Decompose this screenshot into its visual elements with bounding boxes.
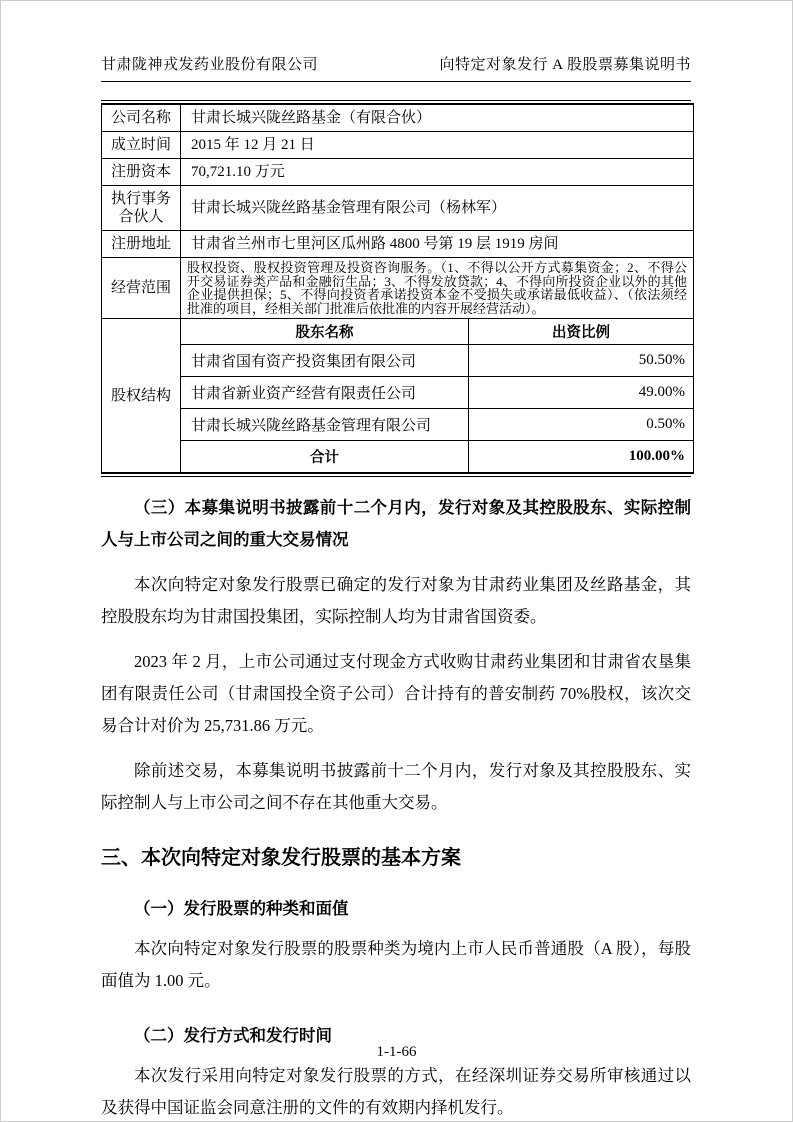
shareholder-name: 甘肃省国有资产投资集团有限公司 (181, 345, 469, 377)
row-label: 成立时间 (102, 132, 181, 159)
company-info-table (101, 103, 694, 474)
section-heading-1: （一）发行股票的种类和面值 (134, 900, 349, 918)
equity-total-ratio: 100.00% (469, 441, 694, 474)
header-company-name: 甘肃陇神戎发药业股份有限公司 (101, 57, 319, 73)
section-heading-3: （三）本募集说明书披露前十二个月内，发行对象及其控股股东、实际控制人与上市公司之间的重大交易情况 (101, 499, 691, 549)
table-row (102, 159, 694, 186)
section-heading-2: （二）发行方式和发行时间 (134, 1027, 332, 1045)
paragraph: 本次向特定对象发行股票的股票种类为境内上市人民币普通股（A 股），每股面值为 1.00 元。 (101, 939, 691, 990)
running-header (101, 53, 691, 82)
shareholder-ratio: 0.50% (469, 409, 694, 441)
row-value: 甘肃长城兴陇丝路基金管理有限公司（杨林军） (181, 186, 694, 231)
paragraph: 除前述交易，本募集说明书披露前十二个月内，发行对象及其控股股东、实际控制人与上市公司之间不存在其他重大交易。 (101, 761, 691, 812)
equity-col-header-ratio: 出资比例 (469, 319, 694, 345)
table-row (102, 258, 694, 319)
equity-total-row (102, 441, 694, 474)
row-value: 甘肃省兰州市七里河区瓜州路 4800 号第 19 层 1919 房间 (181, 231, 694, 258)
equity-row (102, 345, 694, 377)
shareholder-ratio: 50.50% (469, 345, 694, 377)
row-value: 股权投资、股权投资管理及投资咨询服务。（1、不得以公开方式募集资金；2、不得公开交易证券类产品和金融衍生品；3、不得发放贷款；4、不得向所投资企业以外的其他企业提供担保；5、不得向投资者承诺投资本金不受损失或承诺最低收益）、（依法须经批准的项目，经相关部门批准后依批准的内容开展经营活动）。 (181, 258, 694, 319)
row-value: 70,721.10 万元 (181, 159, 694, 186)
equity-section-label: 股权结构 (102, 319, 181, 474)
paragraph: 2023 年 2 月，上市公司通过支付现金方式收购甘肃药业集团和甘肃省农垦集团有限责任公司（甘肃国投全资子公司）合计持有的普安制药 70%股权，该次交易合计对价为 25,731.86 万元。 (101, 652, 691, 735)
paragraph: 本次向特定对象发行股票已确定的发行对象为甘肃药业集团及丝路基金，其控股股东均为甘肃国投集团，实际控制人均为甘肃省国资委。 (101, 575, 691, 626)
equity-row (102, 409, 694, 441)
page-number: 1-1-66 (376, 1044, 417, 1060)
row-label: 经营范围 (102, 258, 181, 319)
row-label: 注册地址 (102, 231, 181, 258)
company-info-table-wrapper (101, 100, 691, 477)
row-label: 公司名称 (102, 104, 181, 132)
row-label: 执行事务合伙人 (102, 186, 181, 231)
shareholder-ratio: 49.00% (469, 377, 694, 409)
equity-col-header-name: 股东名称 (181, 319, 469, 345)
row-value: 2015 年 12 月 21 日 (181, 132, 694, 159)
chapter-heading: 三、本次向特定对象发行股票的基本方案 (101, 847, 461, 869)
equity-row (102, 377, 694, 409)
shareholder-name: 甘肃省新业资产经营有限责任公司 (181, 377, 469, 409)
paragraph: 本次发行采用向特定对象发行股票的方式，在经深圳证券交易所审核通过以及获得中国证监会同意注册的文件的有效期内择机发行。 (101, 1066, 691, 1117)
shareholder-name: 甘肃长城兴陇丝路基金管理有限公司 (181, 409, 469, 441)
table-row (102, 186, 694, 231)
table-row (102, 231, 694, 258)
header-document-title: 向特定对象发行 A 股股票募集说明书 (439, 57, 691, 73)
row-value: 甘肃长城兴陇丝路基金（有限合伙） (181, 104, 694, 132)
table-row (102, 104, 694, 132)
row-label: 注册资本 (102, 159, 181, 186)
equity-total-label: 合计 (181, 441, 469, 474)
table-row (102, 132, 694, 159)
equity-header-row (102, 319, 694, 345)
